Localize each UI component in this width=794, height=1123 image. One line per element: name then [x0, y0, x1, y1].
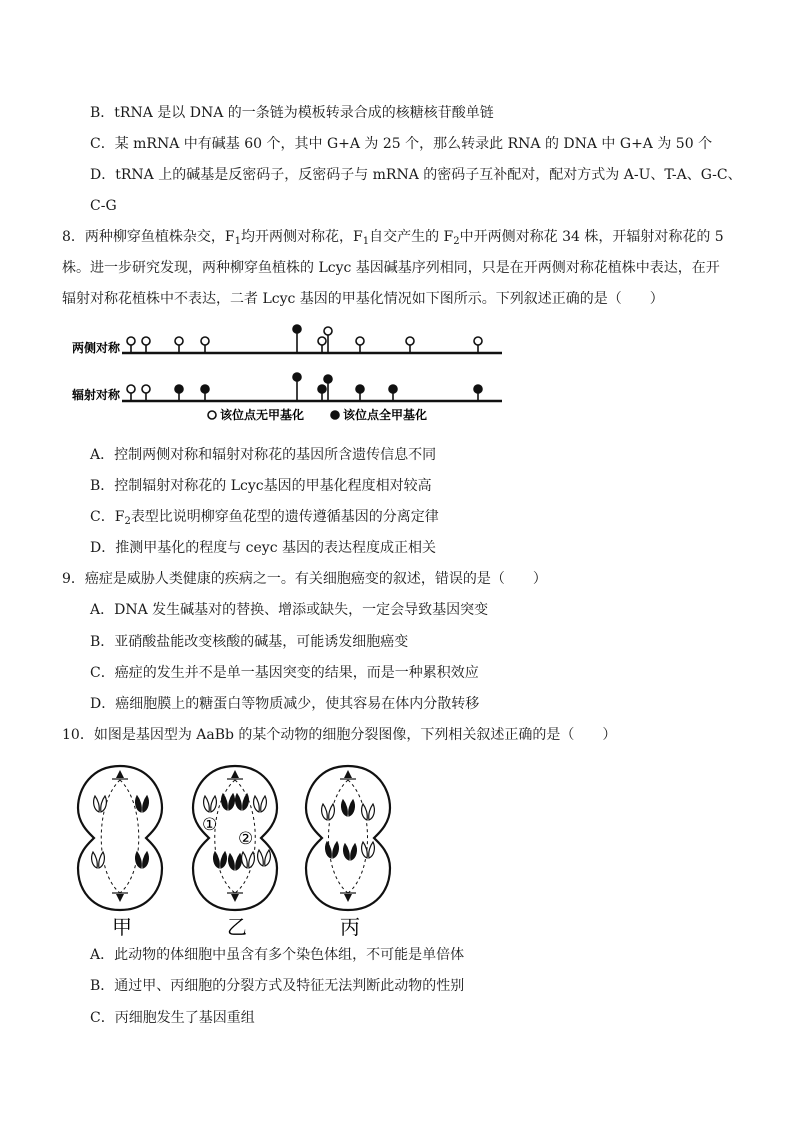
q7-option-d-line2: C-G [90, 198, 117, 214]
bilateral-unmethylated-site [356, 337, 364, 345]
q10-option-b: B．通过甲、丙细胞的分裂方式及特征无法判断此动物的性别 [90, 978, 465, 994]
q9-option-a: A．DNA 发生碱基对的替换、增添或缺失，一定会导致基因突变 [90, 602, 489, 618]
radial-methylated-site [356, 385, 364, 393]
cell-label-jia: 甲 [112, 915, 132, 939]
cell-yi [193, 766, 277, 910]
q8-option-b: B．控制辐射对称花的 Lcyc基因的甲基化程度相对较高 [90, 478, 432, 494]
q10-stem: 10．如图是基因型为 AaBb 的某个动物的细胞分裂图像，下列相关叙述正确的是（ ） [62, 727, 617, 743]
bilateral-unmethylated-site [324, 327, 332, 335]
radial-methylated-site [293, 373, 301, 381]
radial-methylated-site [389, 385, 397, 393]
q8-stem-line2: 株。进一步研究发现，两种柳穿鱼植株的 Lcyc 基因碱基序列相同，只是在开两侧对称花植株中表达，在开 [62, 260, 720, 276]
q10-option-a: A．此动物的体细胞中虽含有多个染色体组，不可能是单倍体 [90, 947, 465, 963]
cell-label-yi: 乙 [227, 915, 247, 939]
radial-unmethylated-site [127, 385, 135, 393]
q7-option-c: C．某 mRNA 中有碱基 60 个，其中 G+A 为 25 个，那么转录此 RNA 的 DNA 中 G+A 为 50 个 [90, 136, 713, 152]
bilateral-unmethylated-site [201, 337, 209, 345]
cell-division-figure [70, 758, 410, 940]
q8-stem-line1: 8．两种柳穿鱼植株杂交，$F_1$均开两侧对称花，$F_1$自交产生的 $F_2$中开两侧对称花 34 株，开辐射对称花的 5 [62, 229, 724, 247]
bilateral-unmethylated-site [406, 337, 414, 345]
legend-open-circle [208, 411, 216, 419]
bilateral-unmethylated-site [318, 337, 326, 345]
methylation-figure [60, 322, 520, 427]
bilateral-unmethylated-site [142, 337, 150, 345]
q10-option-c: C．丙细胞发生了基因重组 [90, 1010, 255, 1026]
q9-option-d: D．癌细胞膜上的糖蛋白等物质减少，使其容易在体内分散转移 [90, 696, 480, 712]
q8-option-d: D．推测甲基化的程度与 ceyc 基因的表达程度成正相关 [90, 540, 436, 556]
marker-1: ① [202, 815, 218, 835]
radial-methylated-site [474, 385, 482, 393]
q9-option-b: B．亚硝酸盐能改变核酸的碱基，可能诱发细胞癌变 [90, 634, 409, 650]
legend-filled-text: 该位点全甲基化 [343, 408, 428, 422]
cell-bing [306, 766, 390, 910]
radial-methylated-site [175, 385, 183, 393]
bilateral-unmethylated-site [474, 337, 482, 345]
radial-unmethylated-site [142, 385, 150, 393]
track-label-radial: 辐射对称 [72, 388, 121, 402]
radial-methylated-site [201, 385, 209, 393]
radial-methylated-site [318, 385, 326, 393]
radial-methylated-site [324, 375, 332, 383]
bilateral-unmethylated-site [175, 337, 183, 345]
q8-option-c: C．$F_2$表型比说明柳穿鱼花型的遗传遵循基因的分离定律 [90, 509, 439, 527]
marker-2: ② [238, 829, 254, 849]
legend-filled-circle [331, 411, 339, 419]
bilateral-methylated-site [293, 325, 301, 333]
track-label-bilateral: 两侧对称 [72, 341, 121, 355]
radial-sites [127, 373, 482, 401]
q9-option-c: C．癌症的发生并不是单一基因突变的结果，而是一种累积效应 [90, 665, 479, 681]
q7-option-b: B．tRNA 是以 DNA 的一条链为模板转录合成的核糖核苷酸单链 [90, 105, 494, 121]
q9-stem: 9．癌症是威胁人类健康的疾病之一。有关细胞癌变的叙述，错误的是（ ） [62, 571, 547, 587]
cell-jia [78, 766, 162, 910]
cell-label-bing: 丙 [340, 915, 360, 939]
legend-open-text: 该位点无甲基化 [220, 408, 305, 422]
bilateral-unmethylated-site [127, 337, 135, 345]
q7-option-d-line1: D．tRNA 上的碱基是反密码子，反密码子与 mRNA 的密码子互补配对，配对方式为 A-U、T-A、G-C、 [90, 167, 742, 183]
bilateral-sites [127, 325, 482, 353]
q8-option-a: A．控制两侧对称和辐射对称花的基因所含遗传信息不同 [90, 447, 437, 463]
q8-stem-line3: 辐射对称花植株中不表达，二者 Lcyc 基因的甲基化情况如下图所示。下列叙述正确的是（ ） [62, 291, 664, 307]
